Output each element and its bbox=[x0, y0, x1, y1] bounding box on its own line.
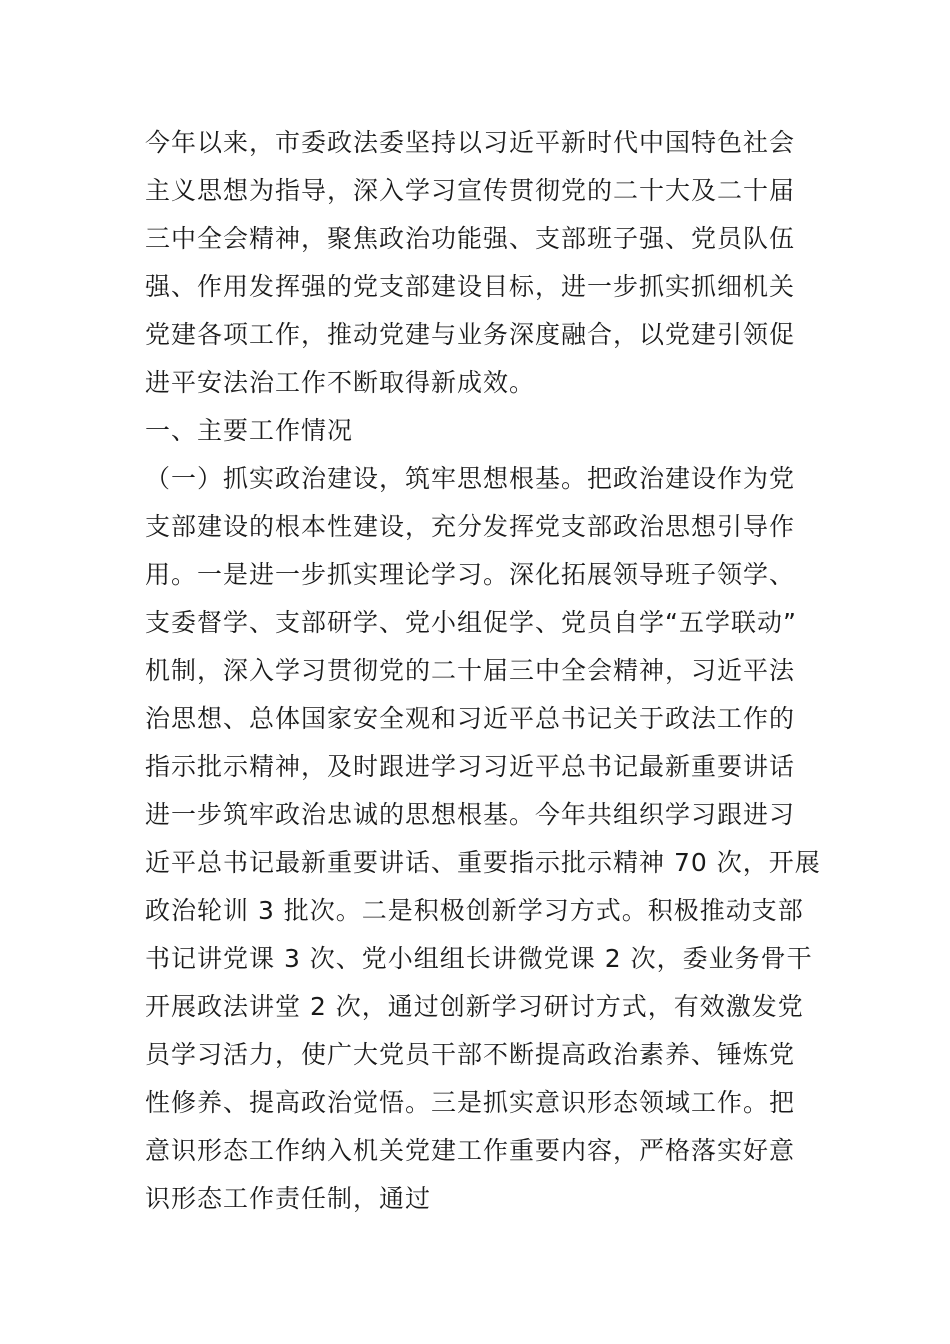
text-line: 政治轮训 3 批次。二是积极创新学习方式。积极推动支部 bbox=[145, 896, 804, 925]
text-line: 三中全会精神，聚焦政治功能强、支部班子强、党员队伍 bbox=[145, 224, 796, 253]
text-line: 识形态工作责任制，通过 bbox=[145, 1184, 432, 1213]
text-line: 机制，深入学习贯彻党的二十届三中全会精神，习近平法 bbox=[145, 656, 796, 685]
section-heading: 一、主要工作情况 bbox=[145, 416, 354, 445]
text-line: 员学习活力，使广大党员干部不断提高政治素养、锤炼党 bbox=[145, 1040, 796, 1069]
document-body bbox=[145, 119, 821, 1223]
text-line: 支委督学、支部研学、党小组促学、党员自学“五学联动” bbox=[145, 608, 797, 637]
text-line: 性修养、提高政治觉悟。三是抓实意识形态领域工作。把 bbox=[145, 1088, 796, 1117]
text-line: （一）抓实政治建设，筑牢思想根基。把政治建设作为党 bbox=[145, 464, 796, 493]
text-line: 进平安法治工作不断取得新成效。 bbox=[145, 368, 536, 397]
text-line: 今年以来，市委政法委坚持以习近平新时代中国特色社会 bbox=[145, 128, 796, 157]
text-line: 支部建设的根本性建设，充分发挥党支部政治思想引导作 bbox=[145, 512, 796, 541]
text-line: 书记讲党课 3 次、党小组组长讲微党课 2 次，委业务骨干 bbox=[145, 944, 813, 973]
text-line: 进一步筑牢政治忠诚的思想根基。今年共组织学习跟进习 bbox=[145, 800, 796, 829]
text-line: 指示批示精神，及时跟进学习习近平总书记最新重要讲话 bbox=[145, 752, 796, 781]
text-line: 用。一是进一步抓实理论学习。深化拓展领导班子领学、 bbox=[145, 560, 796, 589]
text-line: 强、作用发挥强的党支部建设目标，进一步抓实抓细机关 bbox=[145, 272, 796, 301]
text-line: 治思想、总体国家安全观和习近平总书记关于政法工作的 bbox=[145, 704, 796, 733]
text-line: 意识形态工作纳入机关党建工作重要内容，严格落实好意 bbox=[145, 1136, 796, 1165]
text-line: 党建各项工作，推动党建与业务深度融合，以党建引领促 bbox=[145, 320, 796, 349]
text-line: 主义思想为指导，深入学习宣传贯彻党的二十大及二十届 bbox=[145, 176, 796, 205]
text-line: 近平总书记最新重要讲话、重要指示批示精神 70 次，开展 bbox=[145, 848, 821, 877]
text-line: 开展政法讲堂 2 次，通过创新学习研讨方式，有效激发党 bbox=[145, 992, 804, 1021]
